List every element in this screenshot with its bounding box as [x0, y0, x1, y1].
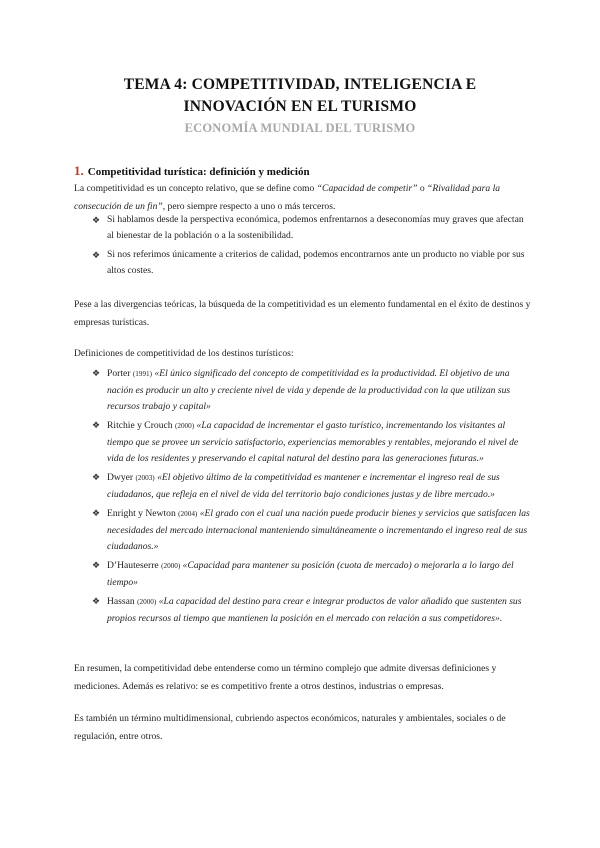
definition-year: (2004): [178, 510, 198, 519]
document-title-line-1: TEMA 4: COMPETITIVIDAD, INTELIGENCIA E: [123, 76, 477, 93]
intro-term-1: “Capacidad de competir”: [316, 183, 418, 194]
bullet-text: Si hablamos desde la perspectiva económica, podemos enfrentarnos a deseconomías muy graves que afectan al bienestar de la población o a la sostenibilidad.: [107, 214, 524, 241]
diamond-bullet-icon: ❖: [92, 560, 101, 571]
definitions-list: [92, 366, 532, 631]
definition-quote: «El grado con el cual una nación puede producir bienes y servicios que satisfacen las necesidades del mercado internacional manteniendo simultáneamente o incrementando el ingreso real de sus ciudadanos.»: [107, 508, 530, 552]
diamond-bullet-icon: ❖: [92, 368, 101, 378]
perspective-bullet-list: [92, 212, 532, 282]
definition-year: (2003): [135, 473, 155, 482]
intro-text-c: o: [417, 183, 428, 194]
definition-item: [92, 594, 532, 627]
diamond-bullet-icon: ❖: [92, 419, 101, 430]
definition-quote: «El objetivo último de la competitividad es mantener e incrementar el ingreso real de sus ciudadanos, que refleja en el nivel de vida del territorio bajo condiciones justas y de libre mercado.»: [107, 471, 500, 500]
definition-author: Porter: [107, 368, 131, 379]
definition-item: [92, 558, 532, 591]
definition-item: [92, 366, 532, 414]
definition-author: Ritchie y Crouch: [107, 419, 173, 431]
diamond-bullet-icon: ❖: [92, 215, 101, 225]
document-subtitle: ECONOMÍA MUNDIAL DEL TURISMO: [184, 121, 416, 135]
definition-item: [92, 506, 532, 554]
section-heading: [74, 163, 310, 179]
definition-quote: «Capacidad para mantener su posición (cuota de mercado) o mejorarla a lo largo del tiempo»: [107, 560, 514, 588]
definition-item: [92, 418, 532, 466]
definition-year: (1991): [132, 370, 153, 378]
diamond-bullet-icon: ❖: [92, 250, 101, 260]
list-item: [92, 212, 532, 244]
definitions-intro: Definiciones de competitividad de los destinos turísticos:: [74, 348, 294, 359]
section-title: Competitividad turística: definición y medición: [87, 166, 310, 178]
intro-term-2: “Rivalidad para la consecución de un fin”: [74, 183, 501, 212]
definition-author: Enright y Newton: [107, 508, 176, 520]
intro-text-a: La competitividad es un concepto relativo, que se define como: [74, 183, 317, 194]
paragraph-resumen: En resumen, la competitividad debe entenderse como un término complejo que admite diversas definiciones y mediciones. Además es relativo: se es competitivo frente a otros destinos, industrias o empresas.: [74, 663, 497, 692]
diamond-bullet-icon: ❖: [92, 508, 101, 519]
definition-year: (2000): [174, 421, 195, 430]
diamond-bullet-icon: ❖: [92, 471, 101, 482]
definition-year: (2000): [161, 562, 181, 571]
bullet-text: Si nos referimos únicamente a criterios de calidad, podemos encontrarnos ante un producto no viable por sus altos costes.: [107, 249, 525, 276]
definition-author: Dwyer: [107, 471, 134, 483]
definition-quote: «El único significado del concepto de competitividad es la productividad. El objetivo de una nación es producir un alto y creciente nivel de vida y depende de la productividad con la que utilizan sus recursos trabajo y capital»: [107, 368, 511, 412]
paragraph-multidimensional: Es también un término multidimensional, cubriendo aspectos económicos, naturales y ambientales, sociales o de regulación, entre otros.: [74, 713, 506, 742]
definition-quote: «La capacidad de incrementar el gasto turístico, incrementando los visitantes al tiempo que se provee un servicio satisfactorio, experiencias memorables y rentables, mejorando el nivel de vida de los residentes y preservando el capital natural del destino para las generaciones futuras.»: [107, 419, 519, 464]
definition-author: Hassan: [107, 596, 135, 608]
definition-quote: «La capacidad del destino para crear e integrar productos de valor añadido que sustenten sus propios recursos al tiempo que mantienen la posición en el mercado con relación a sus competidores».: [107, 596, 522, 625]
definition-item: [92, 470, 532, 503]
diamond-bullet-icon: ❖: [92, 596, 101, 607]
intro-text-e: , pero siempre respecto a uno o más terceros.: [162, 200, 336, 212]
intro-paragraph: [74, 180, 534, 215]
document-title-line-2: INNOVACIÓN EN EL TURISMO: [183, 98, 417, 115]
definition-author: D’Hauteserre: [107, 560, 159, 572]
list-item: [92, 247, 532, 279]
section-number: 1.: [74, 163, 84, 178]
paragraph-divergencias: Pese a las divergencias teóricas, la búsqueda de la competitividad es un elemento fundamental en el éxito de destinos y empresas turísticas.: [74, 299, 531, 328]
definition-year: (2000): [137, 598, 157, 607]
